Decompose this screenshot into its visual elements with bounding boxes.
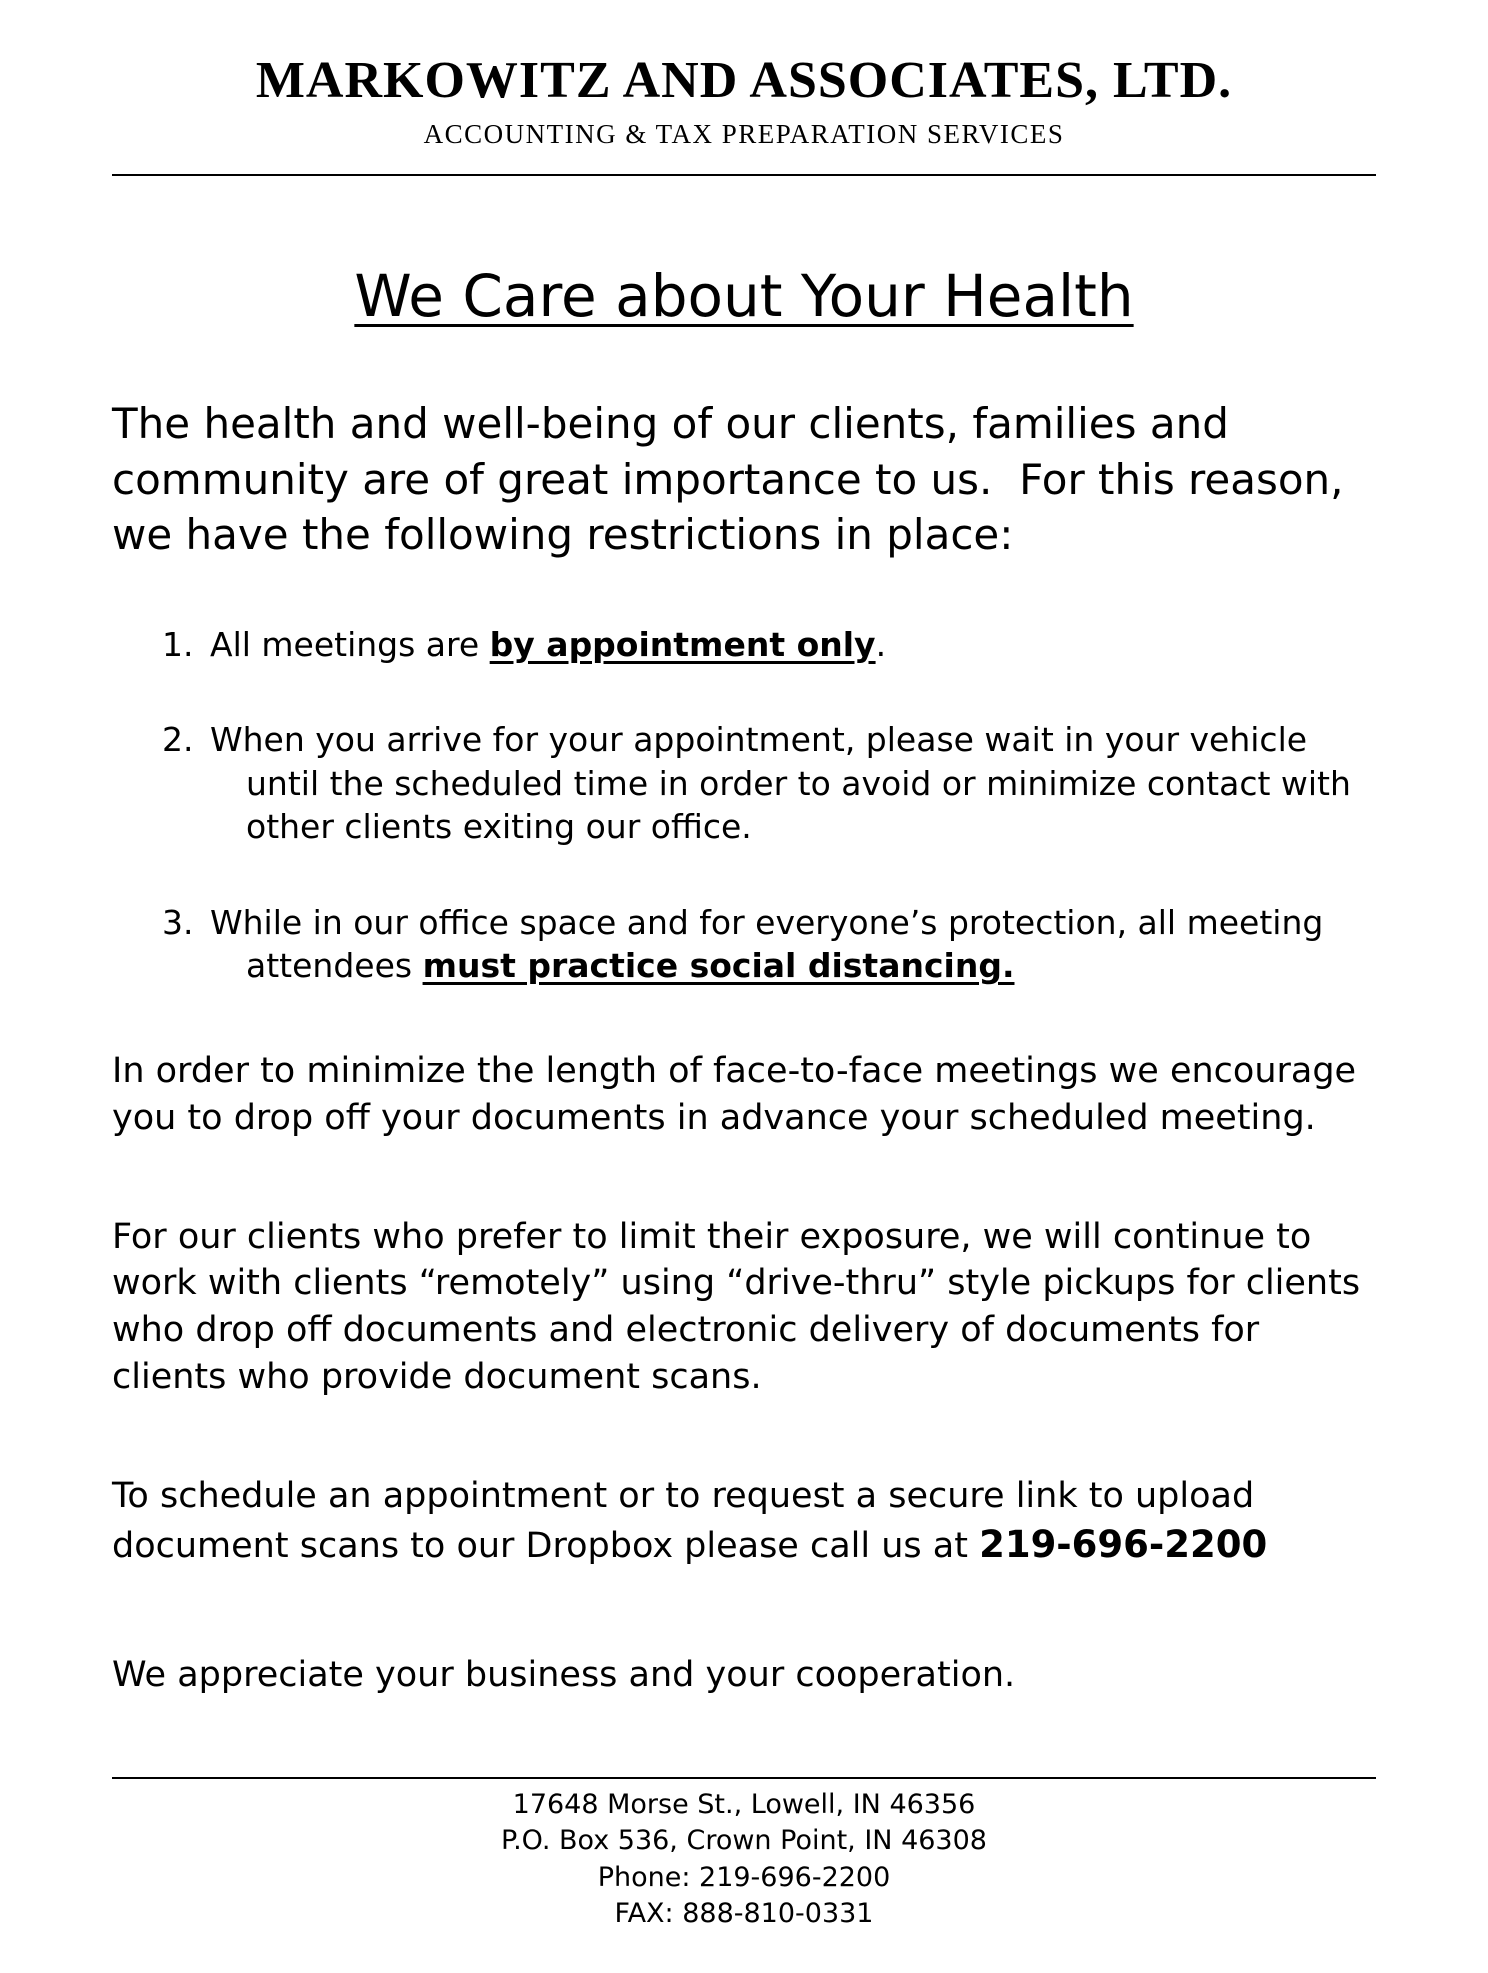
letterhead: [112, 52, 1376, 150]
list-item-wait-in-vehicle: [162, 718, 1376, 849]
footer-po-box: P.O. Box 536, Crown Point, IN 46308: [501, 1825, 987, 1857]
footer-divider: [112, 1777, 1376, 1779]
closing-paragraph: We appreciate your business and your cooperation.: [112, 1654, 1016, 1695]
footer-fax: FAX: 888-810-0331: [614, 1898, 874, 1930]
letter-title: We Care about Your Health: [354, 262, 1134, 331]
header-divider: [112, 174, 1376, 176]
list-item-social-distancing: [162, 901, 1376, 988]
schedule-paragraph: [112, 1473, 1376, 1570]
intro-paragraph: The health and well-being of our clients, families and community are of great importance to us. For this reason, we have the following restrictions in place:: [112, 399, 1357, 560]
restrictions-list: [112, 623, 1376, 988]
schedule-text: To schedule an appointment or to request a secure link to upload document scans to our Dropbox please call us at: [112, 1476, 1255, 1567]
list-item-text-suffix: .: [875, 624, 887, 664]
list-item-text: [210, 623, 1376, 667]
letter-body: [112, 262, 1376, 1699]
dropoff-paragraph: In order to minimize the length of face-to-face meetings we encourage you to drop off your documents in advance your scheduled meeting.: [112, 1050, 1357, 1138]
list-item-text-plain: While in our office space and for everyone’s protection, all meeting attendees: [210, 902, 1324, 986]
page-footer: [112, 1777, 1376, 1933]
list-item-text-emphasis: must practice social distancing.: [422, 946, 1015, 986]
list-item-number: 2.: [162, 720, 194, 760]
company-tagline: ACCOUNTING & TAX PREPARATION SERVICES: [423, 119, 1065, 150]
list-item-appointment: [162, 623, 1376, 667]
list-item-text: [210, 901, 1376, 988]
list-item-text-plain: All meetings are: [210, 624, 490, 664]
company-name: MARKOWITZ AND ASSOCIATES, LTD.: [255, 52, 1233, 109]
remote-paragraph: For our clients who prefer to limit their exposure, we will continue to work with clients “remotely” using “drive-thru” style pickups for clients who drop off documents and electronic delivery of documents for clients who provide document scans.: [112, 1216, 1361, 1398]
footer-street-address: 17648 Morse St., Lowell, IN 46356: [512, 1788, 976, 1820]
list-item-text-plain: When you arrive for your appointment, please wait in your vehicle until the scheduled time in order to avoid or minimize contact with other clients exiting our office.: [210, 720, 1351, 847]
list-item-number: 1.: [162, 624, 194, 664]
phone-number: 219-696-2200: [979, 1523, 1268, 1567]
list-item-number: 3.: [162, 902, 194, 942]
list-item-text-emphasis: by appointment only: [489, 624, 876, 664]
footer-contact-block: [112, 1787, 1376, 1933]
footer-phone: Phone: 219-696-2200: [597, 1861, 891, 1893]
list-item-text: [210, 718, 1376, 849]
